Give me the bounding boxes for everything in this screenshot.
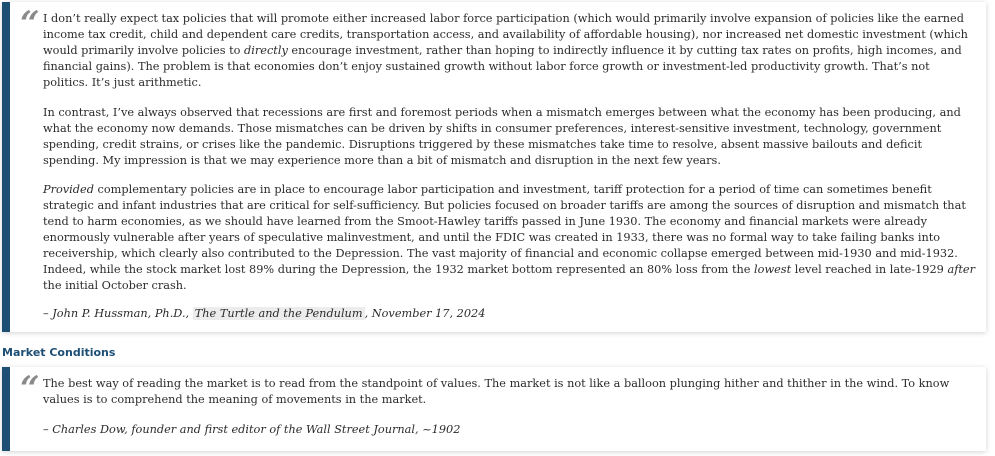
blockquote-dow: [2, 367, 986, 451]
text-run: I don’t really expect tax policies that will promote either increased labor force participation (which would primarily involve expansion of policies like the earned income tax credit, child and dependent care credits, transportation access, and availability of affordable housing), nor increased net domestic investment (which would primarily involve policies to: [43, 12, 968, 57]
book-title-link[interactable]: The Turtle and the Pendulum: [194, 307, 363, 320]
open-quote-icon: “: [20, 369, 40, 409]
emphasized-text: directly: [244, 44, 288, 57]
section-heading-market-conditions: Market Conditions: [2, 346, 116, 359]
text-run: The best way of reading the market is to read from the standpoint of values. The market is not like a balloon plunging hither and thither in the wind. To know values is to comprehend the meaning of movements in the market.: [43, 377, 950, 406]
blockquote-hussman: [2, 2, 986, 332]
quote-paragraph: [43, 182, 978, 294]
attribution-date: , November 17, 2024: [364, 307, 486, 320]
quote-paragraph: [43, 105, 978, 169]
text-run: complementary policies are in place to encourage labor participation and investment, tariff protection for a period of time can sometimes benefit strategic and infant industries that are critical for self-sufficiency. But policies focused on broader tariffs are among the sources of disruption and mismatch that tend to harm economies, as we should have learned from the Smoot-Hawley tariffs passed in June 1930. The economy and financial markets were already enormously vulnerable after years of speculative malinvestment, and until the FDIC was created in 1933, there was no formal way to take failing banks into receivership, which clearly also contributed to the Depression. The vast majority of financial and economic collapse emerged between mid-1930 and mid-1932. Indeed, while the stock market lost 89% during the Depression, the 1932 market bottom represented an 80% loss from the: [43, 183, 966, 276]
emphasized-text: after: [947, 263, 975, 276]
text-run: In contrast, I’ve always observed that recessions are first and foremost periods when a mismatch emerges between what the economy has been producing, and what the economy now demands. Those mismatches can be driven by shifts in consumer preferences, interest-sensitive investment, technology, government spending, credit strains, or crises like the pandemic. Disruptions triggered by these mismatches take time to resolve, absent massive bailouts and deficit spending. My impression is that we may experience more than a bit of mismatch and disruption in the next few years.: [43, 106, 961, 167]
emphasized-text: Provided: [43, 183, 94, 196]
open-quote-icon: “: [20, 4, 40, 44]
quote-paragraph: [43, 376, 978, 408]
emphasized-text: lowest: [754, 263, 792, 276]
text-run: encourage investment, rather than hoping to indirectly influence it by cutting tax rates on profits, high incomes, and financial gains). The problem is that economies don’t enjoy sustained growth without labor force growth or investment-led productivity growth. That’s not politics. It’s just arithmetic.: [43, 44, 962, 89]
quote-paragraph: [43, 11, 978, 91]
text-run: level reached in late-1929: [791, 263, 948, 276]
attribution-author: – John P. Hussman, Ph.D.,: [43, 307, 193, 320]
quote-attribution: – Charles Dow, founder and first editor of the Wall Street Journal, ~1902: [43, 423, 461, 436]
text-run: the initial October crash.: [43, 279, 187, 292]
quote-attribution: [43, 306, 485, 322]
